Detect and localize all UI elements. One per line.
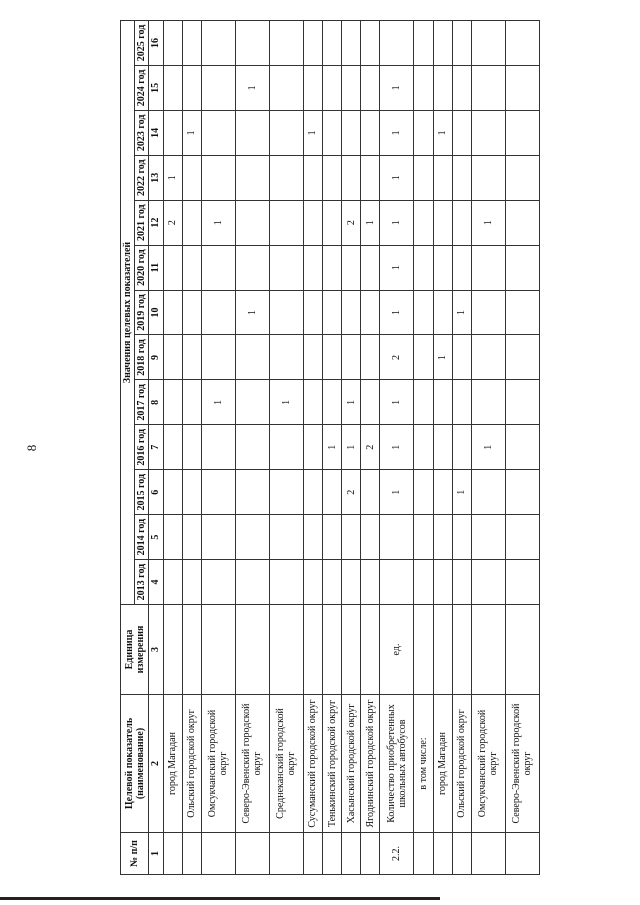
value-cell xyxy=(414,560,433,605)
value-cell xyxy=(182,425,201,470)
value-cell xyxy=(414,470,433,515)
value-cell xyxy=(361,21,380,66)
column-number: 8 xyxy=(149,380,163,425)
unit-cell xyxy=(452,605,471,695)
value-cell xyxy=(182,380,201,425)
value-cell xyxy=(182,21,201,66)
indicator-name: Ольский городской округ xyxy=(182,695,201,833)
value-cell xyxy=(471,470,505,515)
unit-cell xyxy=(433,605,452,695)
unit-cell xyxy=(201,605,235,695)
value-cell xyxy=(471,380,505,425)
value-cell xyxy=(163,21,182,66)
table-row xyxy=(182,21,201,875)
value-cell: 2 xyxy=(163,200,182,245)
value-cell xyxy=(182,290,201,335)
value-cell xyxy=(452,21,471,66)
value-cell xyxy=(269,65,303,110)
value-cell xyxy=(163,425,182,470)
column-number: 16 xyxy=(149,21,163,66)
value-cell xyxy=(235,110,269,155)
value-cell xyxy=(452,110,471,155)
column-number: 1 xyxy=(149,833,163,875)
row-number xyxy=(201,833,235,875)
indicator-name: Северо-Эвенский городской округ xyxy=(505,695,539,833)
value-cell xyxy=(182,245,201,290)
row-number: 2.2. xyxy=(380,833,414,875)
value-cell xyxy=(471,290,505,335)
value-cell xyxy=(471,560,505,605)
year-header: 2019 год xyxy=(135,290,149,335)
row-number xyxy=(342,833,361,875)
value-cell: 1 xyxy=(323,425,342,470)
indicator-name: Сусуманский городской округ xyxy=(304,695,323,833)
unit-cell xyxy=(235,605,269,695)
column-number: 15 xyxy=(149,65,163,110)
value-cell xyxy=(201,110,235,155)
value-cell xyxy=(182,65,201,110)
unit-cell xyxy=(414,605,433,695)
value-cell: 1 xyxy=(380,380,414,425)
value-cell: 1 xyxy=(201,200,235,245)
col-values-header: Значения целевых показателей xyxy=(121,21,135,605)
table-body xyxy=(163,21,539,875)
value-cell xyxy=(304,470,323,515)
value-cell xyxy=(505,470,539,515)
indicator-name: город Магадан xyxy=(433,695,452,833)
indicator-name: Хасынский городской округ xyxy=(342,695,361,833)
value-cell xyxy=(269,335,303,380)
value-cell xyxy=(235,155,269,200)
value-cell xyxy=(342,560,361,605)
value-cell xyxy=(163,65,182,110)
value-cell xyxy=(505,380,539,425)
unit-cell xyxy=(471,605,505,695)
value-cell xyxy=(304,515,323,560)
value-cell xyxy=(323,290,342,335)
indicators-table xyxy=(120,20,540,875)
value-cell xyxy=(201,245,235,290)
value-cell xyxy=(452,335,471,380)
unit-cell xyxy=(361,605,380,695)
indicator-name: Тенькинский городской округ xyxy=(323,695,342,833)
value-cell xyxy=(163,380,182,425)
row-number xyxy=(433,833,452,875)
column-number: 2 xyxy=(149,695,163,833)
value-cell: 1 xyxy=(433,335,452,380)
value-cell: 2 xyxy=(380,335,414,380)
value-cell xyxy=(471,155,505,200)
value-cell xyxy=(269,560,303,605)
bottom-rule xyxy=(0,897,440,900)
value-cell xyxy=(269,425,303,470)
value-cell xyxy=(361,290,380,335)
value-cell xyxy=(304,425,323,470)
unit-cell xyxy=(505,605,539,695)
value-cell xyxy=(269,290,303,335)
unit-cell xyxy=(269,605,303,695)
value-cell xyxy=(505,65,539,110)
value-cell xyxy=(201,290,235,335)
value-cell xyxy=(323,65,342,110)
header-row-column-numbers xyxy=(149,21,163,875)
column-number: 11 xyxy=(149,245,163,290)
value-cell xyxy=(505,515,539,560)
row-number xyxy=(471,833,505,875)
value-cell xyxy=(414,65,433,110)
value-cell xyxy=(235,380,269,425)
year-header: 2017 год xyxy=(135,380,149,425)
value-cell xyxy=(304,380,323,425)
value-cell xyxy=(304,245,323,290)
value-cell xyxy=(361,470,380,515)
row-number xyxy=(182,833,201,875)
value-cell xyxy=(380,21,414,66)
value-cell: 1 xyxy=(361,200,380,245)
table-row xyxy=(304,21,323,875)
year-header: 2016 год xyxy=(135,425,149,470)
value-cell xyxy=(505,425,539,470)
value-cell xyxy=(433,245,452,290)
value-cell xyxy=(433,21,452,66)
indicator-name: Ягоднинский городской округ xyxy=(361,695,380,833)
value-cell xyxy=(323,200,342,245)
row-number xyxy=(304,833,323,875)
value-cell xyxy=(163,290,182,335)
indicator-name: Среднеканский городской округ xyxy=(269,695,303,833)
value-cell xyxy=(163,335,182,380)
value-cell xyxy=(269,200,303,245)
value-cell xyxy=(433,65,452,110)
value-cell: 1 xyxy=(380,155,414,200)
value-cell xyxy=(163,470,182,515)
value-cell xyxy=(342,110,361,155)
value-cell xyxy=(505,245,539,290)
value-cell: 1 xyxy=(452,290,471,335)
value-cell xyxy=(452,380,471,425)
column-number: 6 xyxy=(149,470,163,515)
value-cell xyxy=(201,21,235,66)
row-number xyxy=(452,833,471,875)
value-cell xyxy=(433,560,452,605)
column-number: 4 xyxy=(149,560,163,605)
column-number: 7 xyxy=(149,425,163,470)
page-number: 8 xyxy=(24,444,39,452)
indicator-name: город Магадан xyxy=(163,695,182,833)
value-cell: 1 xyxy=(342,380,361,425)
value-cell xyxy=(163,515,182,560)
value-cell xyxy=(414,110,433,155)
value-cell xyxy=(433,200,452,245)
value-cell xyxy=(163,110,182,155)
value-cell xyxy=(323,380,342,425)
value-cell xyxy=(505,335,539,380)
value-cell xyxy=(433,515,452,560)
value-cell xyxy=(201,470,235,515)
value-cell xyxy=(182,560,201,605)
value-cell: 1 xyxy=(380,425,414,470)
value-cell xyxy=(414,155,433,200)
value-cell xyxy=(342,335,361,380)
value-cell xyxy=(323,335,342,380)
value-cell xyxy=(235,425,269,470)
value-cell xyxy=(235,470,269,515)
unit-cell xyxy=(342,605,361,695)
value-cell xyxy=(182,155,201,200)
value-cell xyxy=(471,515,505,560)
value-cell xyxy=(235,245,269,290)
value-cell: 1 xyxy=(380,290,414,335)
value-cell: 1 xyxy=(380,245,414,290)
value-cell xyxy=(342,290,361,335)
value-cell xyxy=(471,21,505,66)
value-cell: 1 xyxy=(452,470,471,515)
value-cell xyxy=(361,155,380,200)
year-header: 2020 год xyxy=(135,245,149,290)
table-row xyxy=(471,21,505,875)
value-cell xyxy=(505,290,539,335)
value-cell xyxy=(269,155,303,200)
col-unit-header: Единица измерения xyxy=(121,605,149,695)
value-cell xyxy=(505,200,539,245)
value-cell xyxy=(235,21,269,66)
year-header: 2014 год xyxy=(135,515,149,560)
value-cell xyxy=(342,515,361,560)
value-cell xyxy=(414,290,433,335)
row-number xyxy=(505,833,539,875)
value-cell xyxy=(323,515,342,560)
value-cell xyxy=(505,21,539,66)
value-cell xyxy=(304,155,323,200)
value-cell xyxy=(414,515,433,560)
value-cell xyxy=(471,335,505,380)
value-cell: 1 xyxy=(342,425,361,470)
column-number: 9 xyxy=(149,335,163,380)
value-cell xyxy=(433,155,452,200)
row-number xyxy=(163,833,182,875)
value-cell: 1 xyxy=(380,200,414,245)
value-cell xyxy=(471,110,505,155)
year-header: 2024 год xyxy=(135,65,149,110)
value-cell xyxy=(471,65,505,110)
value-cell xyxy=(433,470,452,515)
value-cell xyxy=(433,290,452,335)
value-cell xyxy=(342,245,361,290)
value-cell: 1 xyxy=(471,200,505,245)
value-cell: 1 xyxy=(182,110,201,155)
value-cell: 1 xyxy=(380,65,414,110)
year-header: 2018 год xyxy=(135,335,149,380)
value-cell: 1 xyxy=(380,470,414,515)
table-row xyxy=(269,21,303,875)
value-cell xyxy=(361,560,380,605)
value-cell xyxy=(304,65,323,110)
value-cell xyxy=(163,560,182,605)
indicator-name: Северо-Эвенский городской округ xyxy=(235,695,269,833)
value-cell xyxy=(163,245,182,290)
rotated-table-container xyxy=(120,20,540,875)
table-row xyxy=(433,21,452,875)
value-cell xyxy=(414,425,433,470)
value-cell xyxy=(323,110,342,155)
value-cell xyxy=(342,65,361,110)
value-cell xyxy=(414,200,433,245)
value-cell xyxy=(235,515,269,560)
indicator-name: Ольский городской округ xyxy=(452,695,471,833)
value-cell xyxy=(452,560,471,605)
value-cell xyxy=(414,21,433,66)
value-cell: 1 xyxy=(304,110,323,155)
value-cell xyxy=(182,335,201,380)
value-cell: 1 xyxy=(471,425,505,470)
col-indicator-header: Целевой показатель (наименование) xyxy=(121,695,149,833)
value-cell: 1 xyxy=(201,380,235,425)
table-row xyxy=(235,21,269,875)
value-cell: 2 xyxy=(361,425,380,470)
value-cell xyxy=(201,515,235,560)
table-row xyxy=(414,21,433,875)
value-cell xyxy=(361,515,380,560)
column-number: 14 xyxy=(149,110,163,155)
value-cell xyxy=(201,155,235,200)
unit-cell xyxy=(163,605,182,695)
value-cell: 1 xyxy=(269,380,303,425)
value-cell xyxy=(304,335,323,380)
table-row xyxy=(380,21,414,875)
value-cell xyxy=(452,425,471,470)
value-cell: 2 xyxy=(342,200,361,245)
table-row xyxy=(201,21,235,875)
value-cell: 1 xyxy=(433,110,452,155)
value-cell xyxy=(433,380,452,425)
column-number: 3 xyxy=(149,605,163,695)
value-cell xyxy=(323,470,342,515)
value-cell xyxy=(452,515,471,560)
row-number xyxy=(361,833,380,875)
value-cell xyxy=(269,245,303,290)
value-cell xyxy=(452,245,471,290)
row-number xyxy=(414,833,433,875)
value-cell xyxy=(269,21,303,66)
year-header: 2013 год xyxy=(135,560,149,605)
value-cell xyxy=(414,335,433,380)
value-cell xyxy=(323,21,342,66)
unit-cell xyxy=(182,605,201,695)
year-header: 2021 год xyxy=(135,200,149,245)
value-cell xyxy=(269,110,303,155)
value-cell xyxy=(414,380,433,425)
value-cell xyxy=(452,65,471,110)
table-row xyxy=(342,21,361,875)
value-cell xyxy=(304,560,323,605)
value-cell xyxy=(361,65,380,110)
value-cell xyxy=(342,155,361,200)
col-number-header: № п/п xyxy=(121,833,149,875)
value-cell xyxy=(269,515,303,560)
value-cell xyxy=(201,65,235,110)
value-cell xyxy=(505,155,539,200)
value-cell xyxy=(380,560,414,605)
value-cell xyxy=(182,515,201,560)
value-cell xyxy=(361,335,380,380)
value-cell xyxy=(323,560,342,605)
column-number: 13 xyxy=(149,155,163,200)
value-cell xyxy=(380,515,414,560)
column-number: 12 xyxy=(149,200,163,245)
indicator-name: Количество приобретенных школьных автобусов xyxy=(380,695,414,833)
indicator-name: Омсукчанский городской округ xyxy=(201,695,235,833)
value-cell xyxy=(433,425,452,470)
value-cell xyxy=(342,21,361,66)
value-cell xyxy=(235,200,269,245)
table-row xyxy=(361,21,380,875)
row-number xyxy=(235,833,269,875)
value-cell xyxy=(452,200,471,245)
indicator-name: в том числе: xyxy=(414,695,433,833)
table-row xyxy=(505,21,539,875)
value-cell: 2 xyxy=(342,470,361,515)
table-row xyxy=(323,21,342,875)
value-cell xyxy=(414,245,433,290)
value-cell xyxy=(304,200,323,245)
indicator-name: Омсукчанский городской округ xyxy=(471,695,505,833)
value-cell xyxy=(323,245,342,290)
row-number xyxy=(269,833,303,875)
unit-cell xyxy=(304,605,323,695)
table-row xyxy=(452,21,471,875)
value-cell xyxy=(201,425,235,470)
value-cell xyxy=(452,155,471,200)
year-header: 2022 год xyxy=(135,155,149,200)
value-cell xyxy=(235,560,269,605)
value-cell: 1 xyxy=(380,110,414,155)
value-cell: 1 xyxy=(235,290,269,335)
value-cell xyxy=(201,560,235,605)
value-cell xyxy=(304,21,323,66)
unit-cell xyxy=(323,605,342,695)
value-cell: 1 xyxy=(163,155,182,200)
value-cell xyxy=(235,335,269,380)
value-cell xyxy=(361,245,380,290)
header-row-1 xyxy=(121,21,135,875)
value-cell xyxy=(471,245,505,290)
value-cell xyxy=(323,155,342,200)
value-cell: 1 xyxy=(235,65,269,110)
row-number xyxy=(323,833,342,875)
value-cell xyxy=(505,110,539,155)
table-row xyxy=(163,21,182,875)
year-header: 2025 год xyxy=(135,21,149,66)
column-number: 5 xyxy=(149,515,163,560)
value-cell xyxy=(269,470,303,515)
value-cell xyxy=(182,470,201,515)
value-cell xyxy=(304,290,323,335)
value-cell xyxy=(201,335,235,380)
unit-cell: ед. xyxy=(380,605,414,695)
value-cell xyxy=(182,200,201,245)
year-header: 2015 год xyxy=(135,470,149,515)
value-cell xyxy=(361,380,380,425)
year-header: 2023 год xyxy=(135,110,149,155)
column-number: 10 xyxy=(149,290,163,335)
value-cell xyxy=(361,110,380,155)
value-cell xyxy=(505,560,539,605)
